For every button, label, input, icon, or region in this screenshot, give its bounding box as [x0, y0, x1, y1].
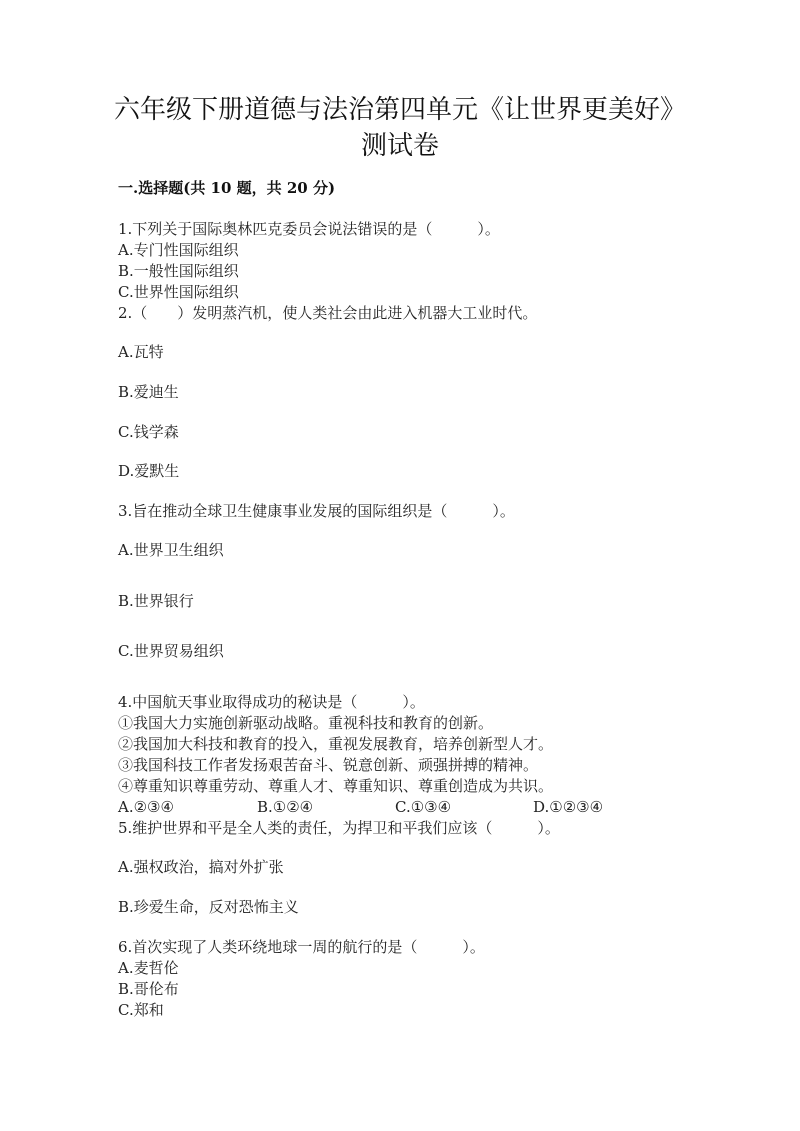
question-3-option-c: C.世界贸易组织 [118, 642, 224, 660]
question-3-option-a: A.世界卫生组织 [118, 541, 224, 559]
question-5-option-a: A.强权政治，搞对外扩张 [118, 858, 284, 876]
question-4-statement-2: ②我国加大科技和教育的投入，重视发展教育，培养创新型人才。 [118, 735, 554, 753]
question-4-statement-4: ④尊重知识尊重劳动、尊重人才、尊重知识、尊重创造成为共识。 [118, 777, 554, 795]
question-4-option-b: B.①②④ [257, 798, 314, 816]
question-3-stem: 3.旨在推动全球卫生健康事业发展的国际组织是（ ）。 [118, 502, 515, 520]
question-6-option-a: A.麦哲伦 [118, 959, 179, 977]
question-4-stem: 4.中国航天事业取得成功的秘诀是（ ）。 [118, 693, 425, 711]
question-2-option-b: B.爱迪生 [118, 383, 179, 401]
question-1-option-a: A.专门性国际组织 [118, 241, 239, 259]
question-2-option-c: C.钱学森 [118, 423, 179, 441]
question-4-option-c: C.①③④ [395, 798, 452, 816]
question-4-statement-3: ③我国科技工作者发扬艰苦奋斗、锐意创新、顽强拼搏的精神。 [118, 756, 539, 774]
question-2-option-d: D.爱默生 [118, 462, 180, 480]
question-2-option-a: A.瓦特 [118, 343, 164, 361]
question-1-option-c: C.世界性国际组织 [118, 283, 239, 301]
question-2-stem: 2.（ ）发明蒸汽机，使人类社会由此进入机器大工业时代。 [118, 304, 538, 322]
question-6-stem: 6.首次实现了人类环绕地球一周的航行的是（ ）。 [118, 938, 485, 956]
question-4-statement-1: ①我国大力实施创新驱动战略。重视科技和教育的创新。 [118, 714, 494, 732]
question-1-stem: 1.下列关于国际奥林匹克委员会说法错误的是（ ）。 [118, 220, 500, 238]
question-4-option-d: D.①②③④ [533, 798, 604, 816]
question-6-option-b: B.哥伦布 [118, 980, 179, 998]
question-5-stem: 5.维护世界和平是全人类的责任，为捍卫和平我们应该（ ）。 [118, 819, 560, 837]
question-5-option-b: B.珍爱生命，反对恐怖主义 [118, 898, 299, 916]
question-6-option-c: C.郑和 [118, 1001, 164, 1019]
question-3-option-b: B.世界银行 [118, 592, 194, 610]
section-heading: 一.选择题(共 10 题，共 20 分) [118, 179, 336, 197]
page-subtitle: 测试卷 [360, 131, 439, 161]
question-4-option-a: A.②③④ [118, 798, 174, 816]
page-title: 六年级下册道德与法治第四单元《让世界更美好》 [113, 95, 686, 125]
question-1-option-b: B.一般性国际组织 [118, 262, 239, 280]
